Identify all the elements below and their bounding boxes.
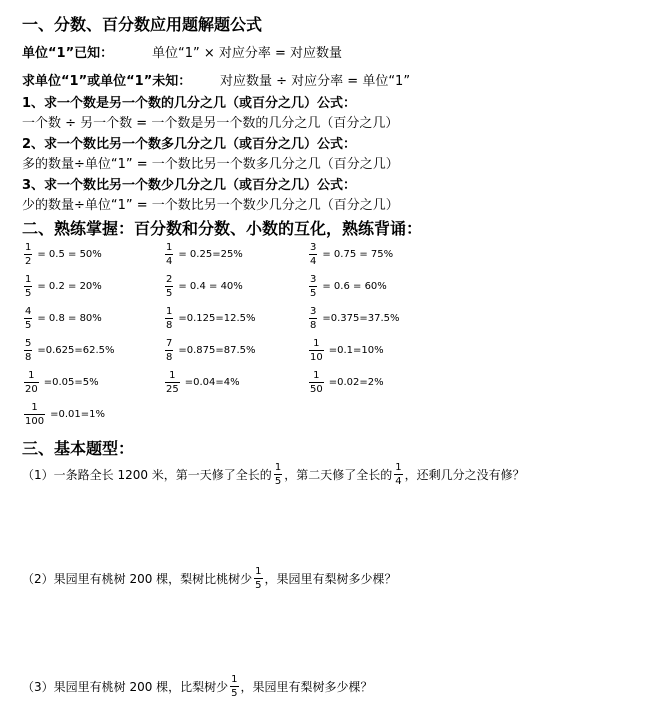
fraction-item <box>307 370 384 395</box>
section2-title: 二、熟练掌握：百分数和分数、小数的互化，熟练背诵： <box>22 219 423 238</box>
fraction <box>24 370 39 395</box>
item1-body: 一个数 ÷ 另一个数 = 一个数是另一个数的几分之几（百分之几） <box>22 116 399 131</box>
formula2-body: 对应数量 ÷ 对应分率 = 单位“1” <box>220 74 411 89</box>
question-1 <box>22 462 525 487</box>
numerator: 3 <box>310 306 317 317</box>
fraction-item <box>22 338 115 363</box>
denominator: 4 <box>395 476 402 487</box>
denominator: 2 <box>25 256 32 267</box>
numerator: 1 <box>231 674 238 685</box>
fraction <box>24 306 32 331</box>
section3-title: 三、基本题型： <box>22 439 135 458</box>
fraction-equivalent: =0.875=87.5% <box>178 345 256 356</box>
fraction-equivalent: = 0.4 = 40% <box>178 281 243 292</box>
fraction-item <box>163 274 243 299</box>
numerator: 1 <box>166 306 173 317</box>
denominator: 4 <box>310 256 317 267</box>
item3-heading: 3、求一个数比另一个数少几分之几（或百分之几）公式： <box>22 178 357 193</box>
fraction-equivalent: =0.1=10% <box>328 345 384 356</box>
fraction-equivalent: =0.04=4% <box>184 377 240 388</box>
fraction <box>309 338 324 363</box>
fraction-equivalent: = 0.2 = 20% <box>37 281 102 292</box>
fraction-equivalent: = 0.75 = 75% <box>322 249 394 260</box>
question-1-text: ，第二天修了全长的 <box>284 468 393 482</box>
denominator: 4 <box>166 256 173 267</box>
denominator: 5 <box>274 476 282 487</box>
fraction <box>394 462 402 487</box>
fraction-equivalent: = 0.25=25% <box>178 249 243 260</box>
denominator: 5 <box>231 688 238 699</box>
denominator: 5 <box>166 288 173 299</box>
numerator: 3 <box>310 274 317 285</box>
fraction-item <box>22 242 102 267</box>
denominator: 50 <box>310 384 323 395</box>
numerator: 5 <box>25 338 32 349</box>
numerator: 1 <box>395 462 402 473</box>
denominator: 8 <box>166 352 173 363</box>
item2-body: 多的数量÷单位“1” = 一个数比另一个数多几分之几（百分之几） <box>22 157 399 172</box>
formula1-label: 单位“1”已知： <box>22 46 114 61</box>
fraction-item <box>163 242 243 267</box>
numerator: 1 <box>166 242 173 253</box>
fraction <box>165 274 173 299</box>
denominator: 25 <box>166 384 179 395</box>
numerator: 1 <box>25 274 32 285</box>
fraction-equivalent: =0.625=62.5% <box>37 345 115 356</box>
fraction <box>274 462 282 487</box>
fraction <box>165 338 173 363</box>
formula1-body: 单位“1” × 对应分率 = 对应数量 <box>152 46 343 61</box>
numerator: 1 <box>28 370 35 381</box>
fraction <box>309 306 317 331</box>
fraction-item <box>307 274 387 299</box>
fraction-equivalent: = 0.8 = 80% <box>37 313 102 324</box>
fraction-item <box>163 370 240 395</box>
numerator: 1 <box>313 370 320 381</box>
fraction-equivalent: =0.05=5% <box>43 377 99 388</box>
fraction <box>309 242 317 267</box>
denominator: 10 <box>310 352 323 363</box>
numerator: 1 <box>31 402 38 413</box>
numerator: 1 <box>274 462 282 473</box>
question-2 <box>22 566 397 591</box>
fraction <box>165 370 180 395</box>
fraction-equivalent: =0.375=37.5% <box>322 313 400 324</box>
denominator: 100 <box>25 416 45 427</box>
fraction-item <box>163 306 256 331</box>
denominator: 5 <box>255 580 262 591</box>
fraction <box>230 674 238 699</box>
question-2-text: （2）果园里有桃树 200 棵，梨树比桃树少 <box>22 572 253 586</box>
fraction-item <box>307 338 384 363</box>
question-3 <box>22 674 373 699</box>
numerator: 3 <box>310 242 317 253</box>
numerator: 1 <box>255 566 262 577</box>
section1-title: 一、分数、百分数应用题解题公式 <box>22 15 263 34</box>
fraction-equivalent: =0.125=12.5% <box>178 313 256 324</box>
question-2-text: ，果园里有梨树多少棵？ <box>264 572 397 586</box>
fraction-item <box>22 370 99 395</box>
fraction <box>24 242 32 267</box>
fraction-equivalent: =0.01=1% <box>50 409 105 420</box>
fraction-item <box>163 338 256 363</box>
fraction-item <box>22 402 105 427</box>
fraction <box>24 402 45 427</box>
numerator: 4 <box>25 306 32 317</box>
fraction <box>165 242 173 267</box>
fraction <box>309 370 324 395</box>
fraction-equivalent: = 0.6 = 60% <box>322 281 387 292</box>
fraction <box>309 274 317 299</box>
formula2-label: 求单位“1”或单位“1”未知： <box>22 74 192 89</box>
fraction-item <box>22 306 102 331</box>
fraction-equivalent: =0.02=2% <box>328 377 384 388</box>
denominator: 8 <box>25 352 32 363</box>
denominator: 5 <box>25 288 32 299</box>
denominator: 5 <box>310 288 317 299</box>
question-3-text: ，果园里有梨树多少棵？ <box>240 680 373 694</box>
denominator: 8 <box>310 320 317 331</box>
fraction <box>165 306 173 331</box>
numerator: 2 <box>166 274 173 285</box>
fraction <box>24 338 32 363</box>
question-1-text: （1）一条路全长 1200 米，第一天修了全长的 <box>22 468 272 482</box>
fraction <box>254 566 262 591</box>
fraction-item <box>22 274 102 299</box>
denominator: 8 <box>166 320 173 331</box>
numerator: 1 <box>313 338 320 349</box>
item3-body: 少的数量÷单位“1” = 一个数比另一个数少几分之几（百分之几） <box>22 198 399 213</box>
numerator: 1 <box>169 370 176 381</box>
fraction-item <box>307 242 393 267</box>
numerator: 1 <box>25 242 32 253</box>
fraction-equivalent: = 0.5 = 50% <box>37 249 102 260</box>
question-1-text: ，还剩几分之没有修？ <box>404 468 525 482</box>
numerator: 7 <box>166 338 173 349</box>
denominator: 20 <box>25 384 38 395</box>
question-3-text: （3）果园里有桃树 200 棵，比梨树少 <box>22 680 229 694</box>
fraction-item <box>307 306 400 331</box>
item2-heading: 2、求一个数比另一个数多几分之几（或百分之几）公式： <box>22 137 357 152</box>
fraction <box>24 274 32 299</box>
item1-heading: 1、求一个数是另一个数的几分之几（或百分之几）公式： <box>22 96 357 111</box>
denominator: 5 <box>25 320 32 331</box>
